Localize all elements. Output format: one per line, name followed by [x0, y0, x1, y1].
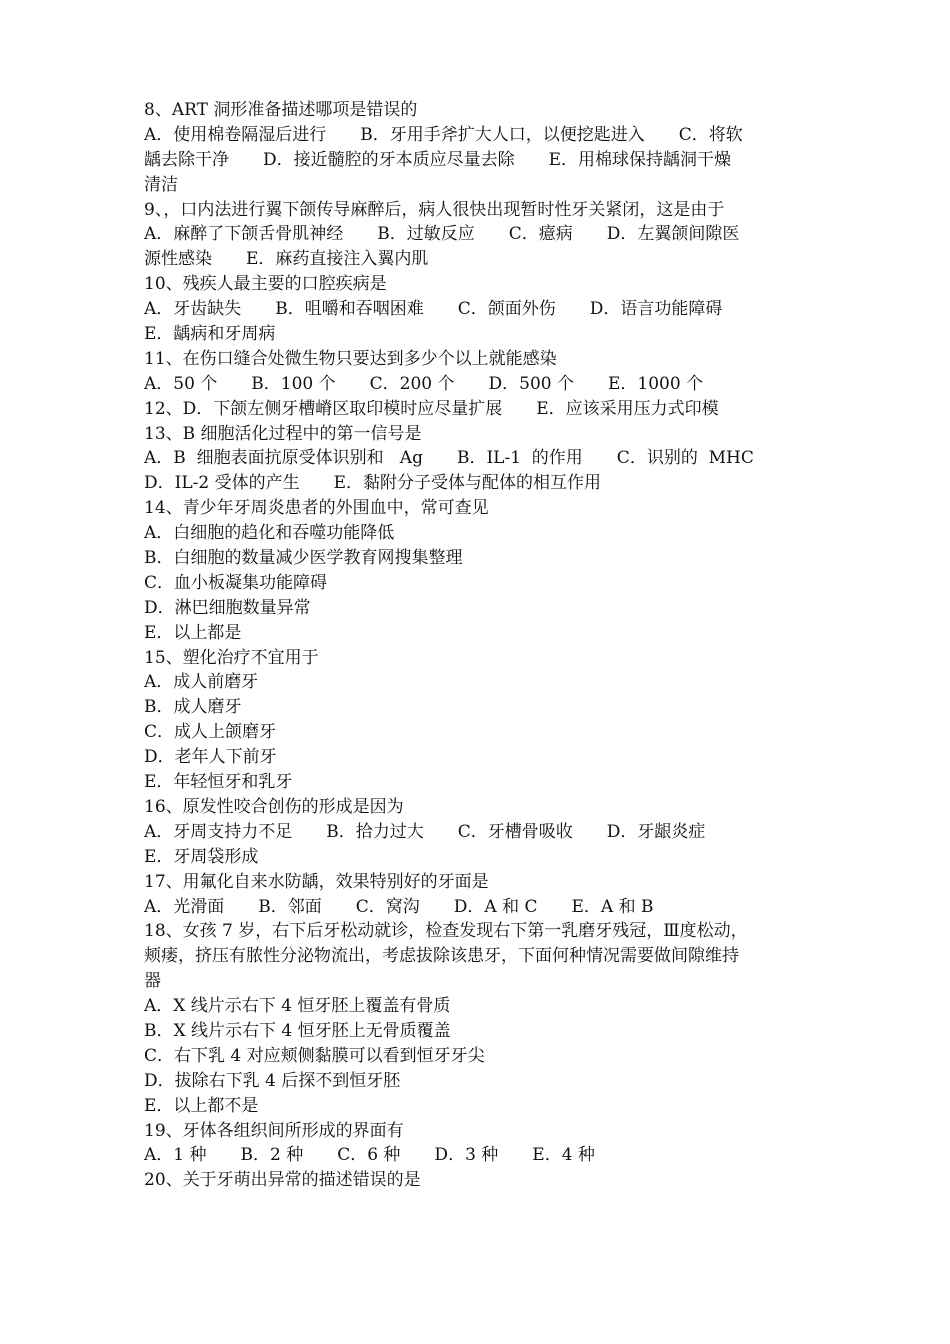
text-line: A．使用棉卷隔湿后进行 B．牙用手斧扩大人口，以便挖匙进入 C．将软: [144, 124, 743, 145]
text-line: B．白细胞的数量减少医学教育网搜集整理: [144, 548, 463, 569]
text-line: C．右下乳 4 对应颊侧黏膜可以看到恒牙牙尖: [144, 1045, 485, 1066]
text-line: D．老年人下前牙: [144, 747, 277, 768]
text-line: 12、D．下颌左侧牙槽嵴区取印模时应尽量扩展 E．应该采用压力式印模: [144, 398, 719, 419]
text-line: 10、残疾人最主要的口腔疾病是: [144, 274, 387, 295]
text-line: A．X 线片示右下 4 恒牙胚上覆盖有骨质: [144, 996, 451, 1017]
text-line: A．白细胞的趋化和吞噬功能降低: [144, 523, 395, 544]
text-line: 20、关于牙萌出异常的描述错误的是: [144, 1170, 421, 1191]
text-line: 器: [144, 971, 161, 992]
text-line: 11、在伤口缝合处微生物只要达到多少个以上就能感染: [144, 348, 557, 369]
text-line: 18、女孩 7 岁，右下后牙松动就诊，检查发现右下第一乳磨牙残冠，Ⅲ度松动，: [144, 921, 748, 942]
text-line: 15、塑化治疗不宜用于: [144, 647, 319, 668]
text-line: C．成人上颌磨牙: [144, 722, 277, 743]
text-line: C．血小板凝集功能障碍: [144, 572, 328, 593]
text-line: A．1 种 B．2 种 C．6 种 D．3 种 E．4 种: [144, 1145, 595, 1166]
text-line: E．以上都不是: [144, 1095, 259, 1116]
text-line: 源性感染 E．麻药直接注入翼内肌: [144, 249, 429, 270]
text-line: 14、青少年牙周炎患者的外围血中，常可查见: [144, 498, 489, 519]
text-line: D．淋巴细胞数量异常: [144, 597, 311, 618]
text-line: A．麻醉了下颌舌骨肌神经 B．过敏反应 C．癔病 D．左翼颌间隙医: [144, 224, 740, 245]
text-line: B．成人磨牙: [144, 697, 242, 718]
text-line: A．牙齿缺失 B．咀嚼和吞咽困难 C．颌面外伤 D．语言功能障碍: [144, 299, 723, 320]
text-line: D．拔除右下乳 4 后探不到恒牙胚: [144, 1070, 401, 1091]
text-line: B．X 线片示右下 4 恒牙胚上无骨质覆盖: [144, 1020, 451, 1041]
text-line: E．以上都是: [144, 622, 242, 643]
text-line: 13、B 细胞活化过程中的第一信号是: [144, 423, 422, 444]
text-line: E．年轻恒牙和乳牙: [144, 772, 293, 793]
text-line: 龋去除干净 D．接近髓腔的牙本质应尽量去除 E．用棉球保持龋洞干燥: [144, 149, 732, 170]
text-line: 清洁: [144, 174, 178, 195]
text-line: A．B 细胞表面抗原受体识别和 Ag B．IL-1 的作用 C．识别的 MHC: [144, 448, 754, 469]
text-line: 16、原发性咬合创伤的形成是因为: [144, 796, 404, 817]
text-line: A．50 个 B．100 个 C．200 个 D．500 个 E．1000 个: [144, 373, 704, 394]
text-line: 8、ART 洞形准备描述哪项是错误的: [144, 100, 418, 120]
text-line: A．光滑面 B．邻面 C．窝沟 D．A 和 C E．A 和 B: [144, 896, 654, 917]
text-line: 9、，口内法进行翼下颌传导麻醉后，病人很快出现暂时性牙关紧闭，这是由于: [144, 199, 725, 220]
text-line: 19、牙体各组织间所形成的界面有: [144, 1120, 404, 1141]
text-line: 颊瘘，挤压有脓性分泌物流出，考虑拔除该患牙，下面何种情况需要做间隙维持: [144, 946, 739, 967]
text-line: E．牙周袋形成: [144, 846, 259, 867]
text-line: A．成人前磨牙: [144, 672, 259, 693]
text-line: 17、用氟化自来水防龋，效果特别好的牙面是: [144, 871, 489, 892]
text-line: A．牙周支持力不足 B．拾力过大 C．牙槽骨吸收 D．牙龈炎症: [144, 821, 706, 842]
document-page: [144, 98, 808, 1193]
text-line: D．IL-2 受体的产生 E．黏附分子受体与配体的相互作用: [144, 473, 602, 494]
text-line: E．龋病和牙周病: [144, 324, 276, 345]
